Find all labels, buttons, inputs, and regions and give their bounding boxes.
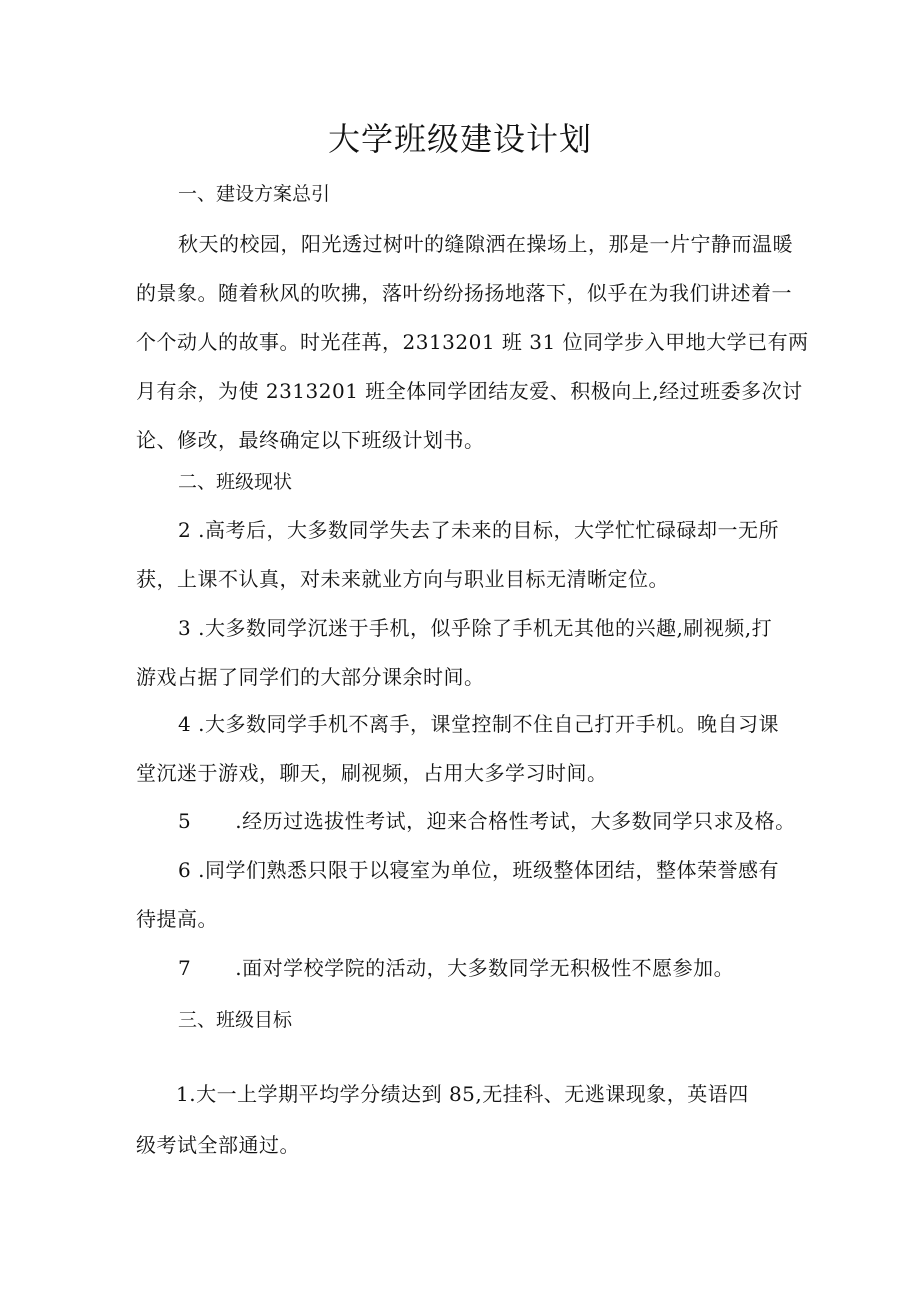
goal-line: 级考试全部通过。 (136, 1133, 300, 1157)
item-text: .大多数同学手机不离手，课堂控制不住自己打开手机。晚自习课 (191, 712, 779, 736)
item-number: 7 (178, 956, 192, 980)
paragraph-line: 月有余，为使 2313201 班全体同学团结友爱、积极向上,经过班委多次讨 (136, 379, 803, 403)
section-heading-2: 二、班级现状 (178, 471, 293, 493)
status-item-3 (136, 604, 806, 702)
status-item-5 (136, 797, 806, 846)
item-number: 3 (178, 616, 192, 640)
list-item-line (136, 797, 806, 846)
paragraph-line: 秋天的校园，阳光透过树叶的缝隙洒在操场上，那是一片宁静而温暖 (178, 232, 793, 256)
item-number: 4 (178, 712, 192, 736)
status-item-7 (136, 944, 806, 993)
list-item-line: 待提高。 (136, 907, 218, 931)
list-item-line (136, 700, 806, 749)
paragraph-line: 个个动人的故事。时光荏苒，2313201 班 31 位同学步入甲地大学已有两 (136, 330, 809, 354)
item-text: .高考后，大多数同学失去了未来的目标，大学忙忙碌碌却一无所 (191, 518, 779, 542)
goal-item-1 (136, 1070, 806, 1119)
list-item-line (136, 506, 806, 555)
section-heading-1: 一、建设方案总引 (178, 183, 331, 205)
paragraph-line: 论、修改，最终确定以下班级计划书。 (136, 428, 485, 452)
goal-line: 1.大一上学期平均学分绩达到 85,无挂科、无逃课现象，英语四 (176, 1082, 749, 1106)
item-text: .面对学校学院的活动，大多数同学无积极性不愿参加。 (235, 956, 735, 980)
item-text: .大多数同学沉迷于手机，似乎除了手机无其他的兴趣,刷视频,打 (191, 616, 773, 640)
intro-paragraph (136, 220, 809, 465)
status-item-6 (136, 846, 806, 944)
paragraph-line: 的景象。随着秋风的吹拂，落叶纷纷扬扬地落下，似乎在为我们讲述着一 (136, 281, 792, 305)
item-number: 5 (178, 809, 192, 833)
goal-item-1-continued (136, 1121, 806, 1170)
list-item-line (136, 944, 806, 993)
item-number: 6 (178, 858, 192, 882)
list-item-line: 获，上课不认真，对未来就业方向与职业目标无清晰定位。 (136, 567, 669, 591)
document-title: 大学班级建设计划 (327, 120, 592, 158)
section-heading-3: 三、班级目标 (178, 1009, 293, 1031)
list-item-line: 游戏占据了同学们的大部分课余时间。 (136, 665, 485, 689)
status-item-2 (136, 506, 806, 604)
status-item-4 (136, 700, 806, 798)
list-item-line: 堂沉迷于游戏，聊天，刷视频，占用大多学习时间。 (136, 761, 608, 785)
list-item-line (136, 846, 806, 895)
item-text: .经历过选拔性考试，迎来合格性考试，大多数同学只求及格。 (235, 809, 796, 833)
item-number: 2 (178, 518, 192, 542)
item-text: .同学们熟悉只限于以寝室为单位，班级整体团结，整体荣誉感有 (191, 858, 779, 882)
list-item-line (136, 604, 806, 653)
